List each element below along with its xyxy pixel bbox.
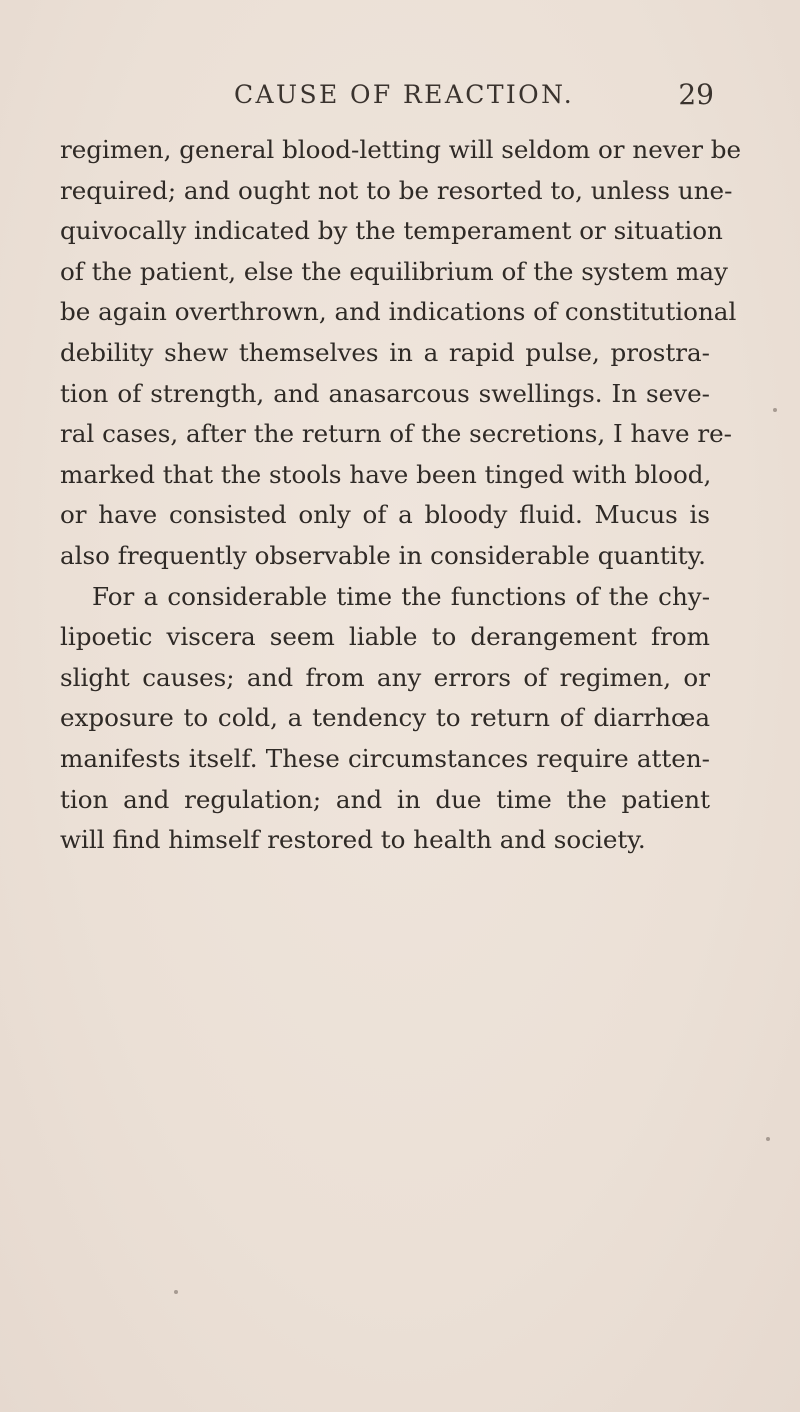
text-line: or have consisted only of a bloody fluid. Mucus is [60, 500, 710, 530]
text-line: ral cases, after the return of the secretions, I have re- [60, 419, 732, 449]
page-number: 29 [678, 78, 714, 111]
text-line: quivocally indicated by the temperament or situation [60, 216, 723, 246]
paper-speck [766, 1137, 770, 1141]
text-line: regimen, general blood-letting will seldom or never be [60, 135, 742, 164]
text-line: manifests itself. These circumstances require atten- [60, 743, 710, 773]
text-line: slight causes; and from any errors of regimen, or [60, 662, 710, 692]
text-line: will find himself restored to health and society. [60, 825, 646, 855]
paper-speck [174, 1290, 178, 1294]
text-line: For a considerable time the functions of the chy- [92, 581, 710, 611]
text-line: tion of strength, and anasarcous swellings. In seve- [60, 378, 710, 408]
paper-speck [773, 408, 777, 412]
text-line: marked that the stools have been tinged with blood, [60, 459, 712, 489]
text-line: required; and ought not to be resorted to, unless une- [60, 175, 733, 205]
text-line: exposure to cold, a tendency to return of diarrhœa [60, 703, 710, 733]
paragraph-1 [60, 130, 742, 577]
text-line: debility shew themselves in a rapid pulse, prostra- [60, 337, 710, 367]
body-text [60, 130, 742, 861]
text-line: lipoetic viscera seem liable to derangement from [60, 622, 710, 652]
running-title: CAUSE OF REACTION. [234, 80, 575, 109]
page-header [0, 80, 800, 120]
text-line: also frequently observable in considerable quantity. [60, 540, 706, 570]
text-line: be again overthrown, and indications of constitutional [60, 297, 737, 327]
paragraph-2 [60, 577, 710, 861]
text-line: of the patient, else the equilibrium of the system may [60, 256, 728, 286]
text-line: tion and regulation; and in due time the patient [60, 784, 710, 814]
